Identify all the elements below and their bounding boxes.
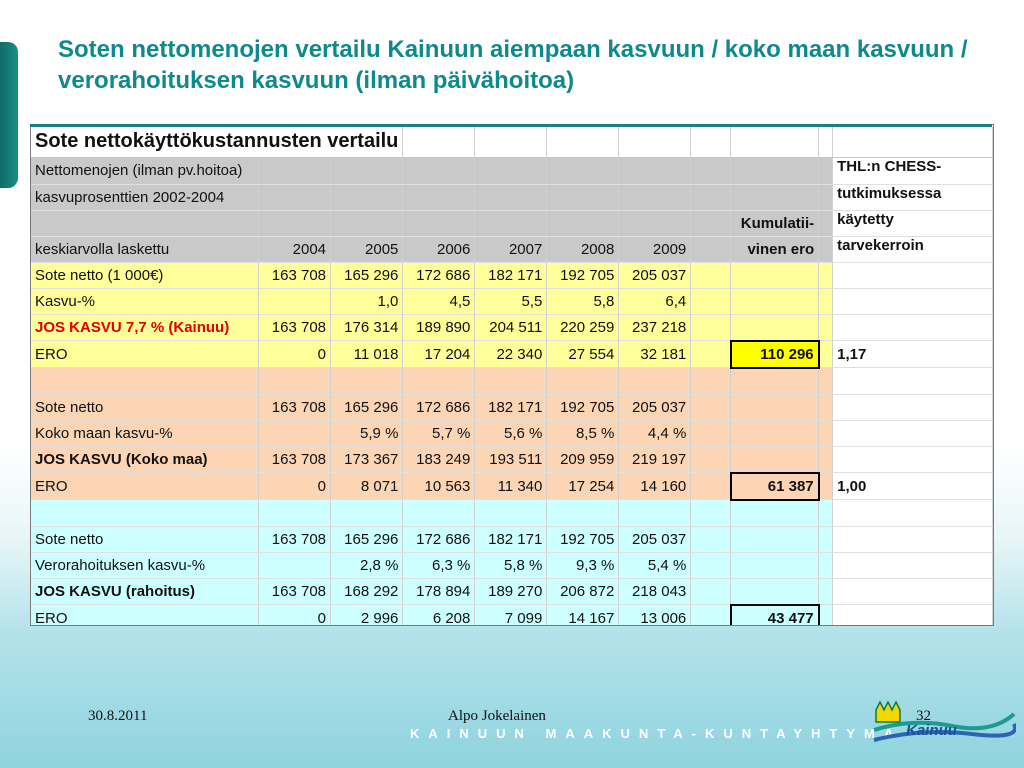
table-row [31,420,993,446]
sheet-top-border [30,124,992,127]
cell-value: 172 686 [403,526,475,552]
cell-value: 5,7 % [403,420,475,446]
cell-value: 182 171 [475,526,547,552]
note-line-2: kasvuprosenttien 2002-2004 [31,184,258,210]
cell-value: 172 686 [403,262,475,288]
cell-value: 22 340 [475,341,547,368]
year-header: 2007 [475,236,547,262]
thl-header-2: tutkimuksessa [833,184,993,210]
cell-value: 204 511 [475,314,547,341]
cell-value: 193 511 [475,446,547,473]
cumulative-value: 110 296 [731,341,819,368]
sheet-title: Sote nettokäyttökustannusten vertailu [31,127,403,157]
cell-value: 163 708 [258,314,330,341]
comparison-table [31,127,993,626]
row-label: JOS KASVU (rahoitus) [31,578,258,605]
cell-value: 192 705 [547,394,619,420]
cumulative-value: 61 387 [731,473,819,500]
cell-value: 27 554 [547,341,619,368]
footer-author: Alpo Jokelainen [448,708,546,724]
table-row [31,473,993,500]
year-header: 2006 [403,236,475,262]
row-label: ERO [31,341,258,368]
table-row [31,288,993,314]
cell-value: 1,0 [331,288,403,314]
cell-value: 189 270 [475,578,547,605]
cell-value: 5,8 % [475,552,547,578]
cell-value: 163 708 [258,262,330,288]
cell-value: 163 708 [258,394,330,420]
table-row [31,394,993,420]
thl-header-4: tarvekerroin [833,236,993,262]
coefficient-value [833,605,993,627]
row-label: JOS KASVU (Koko maa) [31,446,258,473]
cell-value: 5,8 [547,288,619,314]
cell-value: 11 340 [475,473,547,500]
cell-value: 209 959 [547,446,619,473]
slide-side-tab [0,42,18,188]
row-label: Sote netto [31,526,258,552]
year-header: 2004 [258,236,330,262]
cell-value: 192 705 [547,526,619,552]
cumulative-header-2: vinen ero [731,236,819,262]
cell-value: 173 367 [331,446,403,473]
footer-date: 30.8.2011 [88,708,148,724]
cell-value: 5,5 [475,288,547,314]
coefficient-value: 1,00 [833,473,993,500]
cell-value: 163 708 [258,526,330,552]
cell-value: 13 006 [619,605,691,627]
row-label: Sote netto [31,394,258,420]
table-row [31,605,993,627]
cell-value: 5,4 % [619,552,691,578]
cell-value [258,288,330,314]
cell-value: 10 563 [403,473,475,500]
thl-header-1: THL:n CHESS- [833,157,993,184]
cell-value: 237 218 [619,314,691,341]
coefficient-value: 1,17 [833,341,993,368]
row-label: Koko maan kasvu-% [31,420,258,446]
cell-value: 8,5 % [547,420,619,446]
row-label: Verorahoituksen kasvu-% [31,552,258,578]
year-header: 2009 [619,236,691,262]
cell-value: 6,3 % [403,552,475,578]
cell-value: 2,8 % [331,552,403,578]
row-label: JOS KASVU 7,7 % (Kainuu) [31,314,258,341]
cell-value: 172 686 [403,394,475,420]
cell-value: 14 160 [619,473,691,500]
cell-value: 206 872 [547,578,619,605]
cell-value: 7 099 [475,605,547,627]
cell-value: 14 167 [547,605,619,627]
cell-value: 6,4 [619,288,691,314]
cell-value: 4,5 [403,288,475,314]
kainuu-logo [872,700,1016,752]
row-label: ERO [31,473,258,500]
cell-value: 218 043 [619,578,691,605]
table-row [31,262,993,288]
cell-value: 182 171 [475,262,547,288]
cell-value: 5,6 % [475,420,547,446]
row-label: Kasvu-% [31,288,258,314]
data-sections [31,262,993,626]
cell-value: 189 890 [403,314,475,341]
thl-header-3: käytetty [833,210,993,236]
cell-value: 4,4 % [619,420,691,446]
table-row [31,578,993,605]
cell-value: 220 259 [547,314,619,341]
cell-value: 176 314 [331,314,403,341]
cell-value: 182 171 [475,394,547,420]
spreadsheet-image [30,124,994,626]
year-header: 2008 [547,236,619,262]
cell-value: 5,9 % [331,420,403,446]
cumulative-value: 43 477 [731,605,819,627]
cell-value: 0 [258,473,330,500]
table-row [31,314,993,341]
cell-value [258,420,330,446]
year-header: 2005 [331,236,403,262]
cell-value: 183 249 [403,446,475,473]
cell-value: 6 208 [403,605,475,627]
row-label: Sote netto (1 000€) [31,262,258,288]
cell-value [258,552,330,578]
cell-value: 219 197 [619,446,691,473]
row-label: ERO [31,605,258,627]
cell-value: 168 292 [331,578,403,605]
note-line-3: keskiarvolla laskettu [31,236,258,262]
cell-value: 165 296 [331,394,403,420]
cell-value: 17 254 [547,473,619,500]
table-row [31,552,993,578]
cell-value: 192 705 [547,262,619,288]
cell-value: 2 996 [331,605,403,627]
cell-value: 205 037 [619,526,691,552]
footer-page-number: 32 [916,708,931,724]
table-row [31,341,993,368]
table-row [31,446,993,473]
logo-text: Kainuu [906,722,957,739]
cell-value: 0 [258,605,330,627]
table-row [31,526,993,552]
cell-value: 163 708 [258,578,330,605]
cell-value: 163 708 [258,446,330,473]
cell-value: 178 894 [403,578,475,605]
org-name-strip: KAINUUN MAAKUNTA-KUNTAYHTYMÄ [410,726,903,741]
cell-value: 8 071 [331,473,403,500]
cumulative-header-1: Kumulatii- [731,210,819,236]
cell-value: 165 296 [331,262,403,288]
slide-title: Soten nettomenojen vertailu Kainuun aiempaan kasvuun / koko maan kasvuun / verorahoituksen kasvuun (ilman päivähoitoa) [58,36,968,94]
cell-value: 205 037 [619,262,691,288]
cell-value: 9,3 % [547,552,619,578]
cell-value: 17 204 [403,341,475,368]
cell-value: 0 [258,341,330,368]
cell-value: 205 037 [619,394,691,420]
cell-value: 165 296 [331,526,403,552]
cell-value: 32 181 [619,341,691,368]
cell-value: 11 018 [331,341,403,368]
note-line-1: Nettomenojen (ilman pv.hoitoa) [31,157,258,184]
